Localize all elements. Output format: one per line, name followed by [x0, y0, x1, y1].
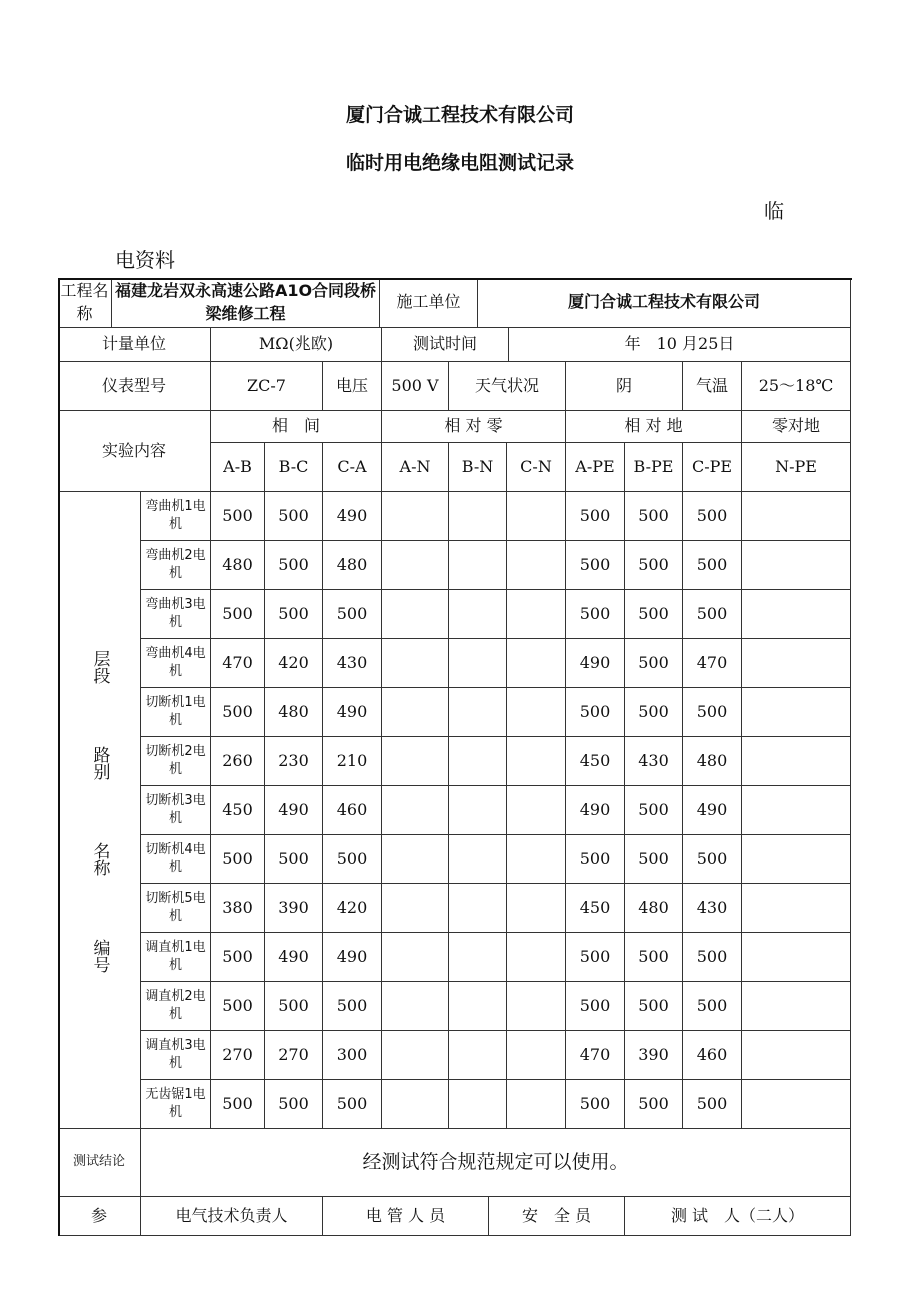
- value-cell: 480: [211, 541, 265, 590]
- value-cell: [507, 688, 566, 737]
- value-cell: 460: [683, 1031, 742, 1080]
- value-cell: 500: [625, 786, 683, 835]
- contractor-label: 施工单位: [380, 278, 478, 328]
- value-cell: 420: [323, 884, 382, 933]
- unit-label: 计量单位: [58, 328, 211, 362]
- value-cell: 450: [211, 786, 265, 835]
- value-cell: 500: [566, 541, 625, 590]
- value-cell: [507, 737, 566, 786]
- value-cell: [449, 1080, 507, 1129]
- value-cell: [507, 1080, 566, 1129]
- value-cell: [742, 590, 851, 639]
- row-group-label: 层段: [89, 650, 110, 684]
- value-cell: [742, 835, 851, 884]
- value-cell: [742, 688, 851, 737]
- value-cell: [742, 639, 851, 688]
- value-cell: 500: [566, 590, 625, 639]
- value-cell: 500: [683, 590, 742, 639]
- value-cell: [742, 541, 851, 590]
- value-cell: [382, 688, 449, 737]
- value-cell: [507, 492, 566, 541]
- value-cell: [382, 884, 449, 933]
- value-cell: 300: [323, 1031, 382, 1080]
- row-name: 弯曲机1电机: [141, 492, 211, 541]
- value-cell: 480: [625, 884, 683, 933]
- value-cell: [449, 590, 507, 639]
- value-cell: 260: [211, 737, 265, 786]
- signature-field: 安 全 员: [489, 1197, 625, 1236]
- value-cell: 500: [211, 688, 265, 737]
- value-cell: 500: [566, 933, 625, 982]
- value-cell: 470: [566, 1031, 625, 1080]
- value-cell: 460: [323, 786, 382, 835]
- value-cell: 500: [625, 590, 683, 639]
- column-group-header: 零对地: [742, 411, 851, 443]
- value-cell: 490: [323, 933, 382, 982]
- value-cell: 500: [323, 835, 382, 884]
- value-cell: [449, 933, 507, 982]
- value-cell: 450: [566, 884, 625, 933]
- value-cell: [742, 786, 851, 835]
- value-cell: 500: [683, 835, 742, 884]
- value-cell: [507, 639, 566, 688]
- value-cell: [742, 982, 851, 1031]
- value-cell: 490: [566, 639, 625, 688]
- value-cell: 390: [625, 1031, 683, 1080]
- value-cell: 390: [265, 884, 323, 933]
- column-header: B-N: [449, 443, 507, 492]
- value-cell: [742, 884, 851, 933]
- value-cell: 500: [265, 590, 323, 639]
- value-cell: [507, 1031, 566, 1080]
- value-cell: [382, 492, 449, 541]
- row-name: 调直机3电机: [141, 1031, 211, 1080]
- voltage-value: 500 V: [382, 362, 449, 411]
- value-cell: 500: [265, 541, 323, 590]
- value-cell: 500: [323, 982, 382, 1031]
- column-header: C-A: [323, 443, 382, 492]
- signature-field: 电 管 人 员: [323, 1197, 489, 1236]
- value-cell: [507, 884, 566, 933]
- value-cell: 500: [566, 982, 625, 1031]
- row-group-label: 名称: [89, 842, 110, 876]
- row-group-label: 路别: [89, 746, 110, 780]
- value-cell: 500: [211, 982, 265, 1031]
- value-cell: 500: [683, 982, 742, 1031]
- value-cell: [449, 884, 507, 933]
- value-cell: [382, 982, 449, 1031]
- value-cell: [382, 590, 449, 639]
- unit-value: MΩ(兆欧): [211, 328, 382, 362]
- column-header: A-B: [211, 443, 265, 492]
- value-cell: 500: [625, 1080, 683, 1129]
- row-name: 弯曲机2电机: [141, 541, 211, 590]
- value-cell: [742, 492, 851, 541]
- value-cell: [449, 541, 507, 590]
- row-name: 切断机2电机: [141, 737, 211, 786]
- value-cell: 500: [625, 688, 683, 737]
- value-cell: 500: [683, 1080, 742, 1129]
- value-cell: 430: [625, 737, 683, 786]
- value-cell: [507, 982, 566, 1031]
- row-name: 调直机2电机: [141, 982, 211, 1031]
- row-name: 弯曲机3电机: [141, 590, 211, 639]
- value-cell: 500: [265, 835, 323, 884]
- value-cell: 490: [265, 786, 323, 835]
- value-cell: 500: [211, 1080, 265, 1129]
- value-cell: [507, 541, 566, 590]
- company-title: 厦门合诚工程技术有限公司: [345, 104, 574, 126]
- value-cell: 500: [625, 933, 683, 982]
- value-cell: [742, 737, 851, 786]
- project-value: 福建龙岩双永高速公路A1O合同段桥梁维修工程: [112, 278, 380, 328]
- temp-value: 25～18℃: [742, 362, 851, 411]
- value-cell: [382, 639, 449, 688]
- value-cell: [449, 688, 507, 737]
- value-cell: [382, 835, 449, 884]
- value-cell: 500: [683, 933, 742, 982]
- temp-label: 气温: [683, 362, 742, 411]
- value-cell: [449, 835, 507, 884]
- value-cell: 500: [211, 492, 265, 541]
- column-group-header: 相 对 零: [382, 411, 566, 443]
- value-cell: 500: [625, 639, 683, 688]
- contractor-value: 厦门合诚工程技术有限公司: [478, 278, 851, 328]
- value-cell: 500: [683, 492, 742, 541]
- value-cell: 490: [323, 492, 382, 541]
- value-cell: 500: [566, 688, 625, 737]
- value-cell: [449, 639, 507, 688]
- value-cell: 490: [323, 688, 382, 737]
- value-cell: 500: [211, 590, 265, 639]
- value-cell: 490: [683, 786, 742, 835]
- value-cell: 500: [625, 541, 683, 590]
- sub-label: 电资料: [115, 248, 175, 272]
- value-cell: 500: [683, 688, 742, 737]
- row-name: 无齿锯1电机: [141, 1080, 211, 1129]
- column-header: A-N: [382, 443, 449, 492]
- value-cell: 500: [625, 492, 683, 541]
- meter-label: 仪表型号: [58, 362, 211, 411]
- value-cell: 490: [265, 933, 323, 982]
- value-cell: [507, 786, 566, 835]
- value-cell: 420: [265, 639, 323, 688]
- value-cell: [382, 737, 449, 786]
- value-cell: 470: [683, 639, 742, 688]
- row-group-label: 编号: [89, 939, 110, 973]
- column-header: B-C: [265, 443, 323, 492]
- weather-label: 天气状况: [449, 362, 566, 411]
- value-cell: 480: [323, 541, 382, 590]
- value-cell: 500: [265, 1080, 323, 1129]
- value-cell: [507, 933, 566, 982]
- conclusion-label: 测试结论: [58, 1129, 141, 1197]
- value-cell: [507, 835, 566, 884]
- value-cell: [742, 1080, 851, 1129]
- value-cell: 500: [683, 541, 742, 590]
- value-cell: [382, 786, 449, 835]
- column-header: A-PE: [566, 443, 625, 492]
- value-cell: 500: [323, 1080, 382, 1129]
- content-label: 实验内容: [58, 411, 211, 492]
- value-cell: 500: [211, 835, 265, 884]
- value-cell: [507, 590, 566, 639]
- value-cell: 270: [265, 1031, 323, 1080]
- signature-field: 测 试 人（二人）: [625, 1197, 851, 1236]
- signature-field: 电气技术负责人: [141, 1197, 323, 1236]
- value-cell: [449, 1031, 507, 1080]
- row-name: 切断机4电机: [141, 835, 211, 884]
- value-cell: [742, 1031, 851, 1080]
- value-cell: 500: [211, 933, 265, 982]
- value-cell: 480: [265, 688, 323, 737]
- test-time-value: 年 10 月25日: [509, 328, 851, 362]
- value-cell: [449, 492, 507, 541]
- value-cell: 430: [323, 639, 382, 688]
- row-name: 切断机1电机: [141, 688, 211, 737]
- value-cell: 230: [265, 737, 323, 786]
- value-cell: 480: [683, 737, 742, 786]
- weather-value: 阴: [566, 362, 683, 411]
- value-cell: 500: [265, 492, 323, 541]
- value-cell: 470: [211, 639, 265, 688]
- value-cell: 500: [323, 590, 382, 639]
- value-cell: 210: [323, 737, 382, 786]
- meter-value: ZC-7: [211, 362, 323, 411]
- value-cell: [742, 933, 851, 982]
- value-cell: 490: [566, 786, 625, 835]
- column-group-header: 相 对 地: [566, 411, 742, 443]
- value-cell: 500: [566, 1080, 625, 1129]
- value-cell: [449, 982, 507, 1031]
- row-name: 调直机1电机: [141, 933, 211, 982]
- project-label: 工程名称: [58, 278, 112, 328]
- test-time-label: 测试时间: [382, 328, 509, 362]
- value-cell: 380: [211, 884, 265, 933]
- voltage-label: 电压: [323, 362, 382, 411]
- value-cell: 500: [625, 982, 683, 1031]
- value-cell: 450: [566, 737, 625, 786]
- side-char: 临: [764, 199, 784, 223]
- value-cell: 500: [265, 982, 323, 1031]
- column-header: N-PE: [742, 443, 851, 492]
- value-cell: [382, 541, 449, 590]
- row-group-label-cell: [58, 492, 141, 1129]
- row-name: 切断机3电机: [141, 786, 211, 835]
- value-cell: 500: [566, 835, 625, 884]
- value-cell: [449, 737, 507, 786]
- value-cell: [449, 786, 507, 835]
- signatures-label: 参: [58, 1197, 141, 1236]
- value-cell: [382, 933, 449, 982]
- value-cell: [382, 1031, 449, 1080]
- value-cell: 500: [625, 835, 683, 884]
- value-cell: 430: [683, 884, 742, 933]
- column-group-header: 相 间: [211, 411, 382, 443]
- value-cell: [382, 1080, 449, 1129]
- column-header: B-PE: [625, 443, 683, 492]
- value-cell: 500: [566, 492, 625, 541]
- conclusion-value: 经测试符合规范规定可以使用。: [141, 1129, 851, 1197]
- column-header: C-PE: [683, 443, 742, 492]
- document-title: 临时用电绝缘电阻测试记录: [345, 152, 574, 174]
- row-name: 切断机5电机: [141, 884, 211, 933]
- column-header: C-N: [507, 443, 566, 492]
- value-cell: 270: [211, 1031, 265, 1080]
- row-name: 弯曲机4电机: [141, 639, 211, 688]
